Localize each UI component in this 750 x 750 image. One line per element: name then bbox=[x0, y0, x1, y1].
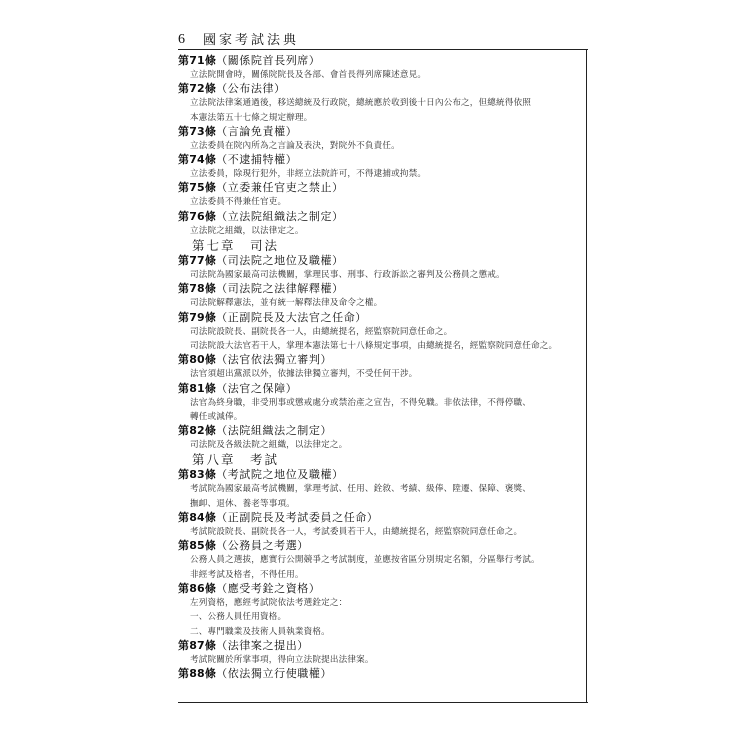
article-heading bbox=[178, 254, 583, 268]
article-text bbox=[178, 268, 583, 282]
article bbox=[178, 311, 583, 354]
article-text-line: 本憲法第五十七條之規定辦理。 bbox=[190, 112, 313, 123]
article bbox=[178, 153, 583, 181]
article bbox=[178, 82, 583, 125]
article-text-line: 公務人員之選拔，應實行公開競爭之考試制度，並應按省區分別規定名額，分區舉行考試。 bbox=[190, 555, 540, 566]
article bbox=[178, 639, 583, 667]
article bbox=[178, 511, 583, 539]
article-number: 第72條 bbox=[178, 82, 217, 96]
article-text-line: 法官須超出黨派以外，依據法律獨立審判，不受任何干涉。 bbox=[190, 369, 418, 380]
article-text-line: 轉任或減俸。 bbox=[190, 411, 243, 422]
article bbox=[178, 424, 583, 452]
article-number: 第82條 bbox=[178, 424, 217, 438]
article-heading bbox=[178, 82, 583, 96]
article bbox=[178, 54, 583, 82]
article-title: （正副院長及考試委員之任命） bbox=[216, 511, 379, 525]
article-number: 第76條 bbox=[178, 209, 217, 223]
article-title: （立法院組織法之制定） bbox=[216, 209, 344, 223]
article bbox=[178, 254, 583, 282]
chapter-heading: 第八章 考試 bbox=[192, 452, 280, 468]
article-text bbox=[178, 396, 583, 425]
article-text bbox=[178, 525, 583, 539]
article-number: 第71條 bbox=[178, 54, 217, 67]
article-title: （立委兼任官吏之禁止） bbox=[216, 181, 344, 195]
article-number: 第88條 bbox=[178, 667, 217, 681]
article-text bbox=[178, 68, 583, 82]
header-rule bbox=[178, 49, 588, 50]
article-text bbox=[178, 367, 583, 381]
article-title: （依法獨立行使職權） bbox=[216, 667, 333, 681]
article-text bbox=[178, 139, 583, 153]
article bbox=[178, 539, 583, 582]
article-heading bbox=[178, 282, 583, 296]
page-header bbox=[178, 30, 299, 48]
article bbox=[178, 210, 583, 238]
page-body bbox=[178, 54, 583, 681]
article-heading bbox=[178, 54, 583, 68]
article-heading bbox=[178, 210, 583, 224]
article-text-line: 二、專門職業及技術人員執業資格。 bbox=[190, 626, 330, 637]
article bbox=[178, 667, 583, 681]
article-number: 第73條 bbox=[178, 124, 217, 138]
article-text-line: 非經考試及格者，不得任用。 bbox=[190, 569, 304, 580]
article-number: 第74條 bbox=[178, 153, 217, 167]
article-text-line: 考試院關於所掌事項，得向立法院提出法律案。 bbox=[190, 654, 374, 665]
article-text bbox=[178, 553, 583, 582]
article-text-line: 司法院為國家最高司法機關，掌理民事、刑事、行政訴訟之審判及公務員之懲戒。 bbox=[190, 270, 505, 281]
article-number: 第83條 bbox=[178, 468, 217, 482]
article-text-line: 立法院法律案通過後，移送總統及行政院，總統應於收到後十日內公布之，但總統得依照 bbox=[190, 98, 532, 109]
article-heading bbox=[178, 125, 583, 139]
article-number: 第77條 bbox=[178, 254, 217, 268]
article-heading bbox=[178, 468, 583, 482]
article-text bbox=[178, 482, 583, 511]
right-margin-rule bbox=[586, 49, 587, 703]
article-text bbox=[178, 653, 583, 667]
article-title: （法律案之提出） bbox=[216, 638, 309, 652]
article bbox=[178, 382, 583, 425]
article-text-line: 撫卹、退休、養老等事項。 bbox=[190, 498, 295, 509]
article-text-line: 立法院之組織，以法律定之。 bbox=[190, 225, 304, 236]
article-title: （言論免責權） bbox=[216, 124, 298, 138]
article-title: （關係院首長列席） bbox=[216, 54, 321, 67]
article-title: （法官依法獨立審判） bbox=[216, 353, 333, 367]
article-heading bbox=[178, 582, 583, 596]
article bbox=[178, 582, 583, 639]
article-text bbox=[178, 96, 583, 125]
article-text-line: 立法委員不得兼任官吏。 bbox=[190, 197, 287, 208]
article-number: 第87條 bbox=[178, 638, 217, 652]
article-heading bbox=[178, 667, 583, 681]
article-title: （司法院之地位及職權） bbox=[216, 254, 344, 268]
article-number: 第86條 bbox=[178, 581, 217, 595]
article-number: 第80條 bbox=[178, 353, 217, 367]
article-heading bbox=[178, 639, 583, 653]
article-text bbox=[178, 438, 583, 452]
article-title: （法院組織法之制定） bbox=[216, 424, 333, 438]
article-text-line: 司法院設院長、副院長各一人，由總統提名，經監察院同意任命之。 bbox=[190, 326, 453, 337]
article-heading bbox=[178, 153, 583, 167]
article-heading bbox=[178, 181, 583, 195]
article-text bbox=[178, 224, 583, 238]
article-title: （正副院長及大法官之任命） bbox=[216, 310, 367, 324]
article-text-line: 考試院設院長、副院長各一人，考試委員若干人，由總統提名，經監察院同意任命之。 bbox=[190, 527, 523, 538]
article-heading bbox=[178, 539, 583, 553]
article-text-line: 司法院設大法官若干人，掌理本憲法第七十八條規定事項，由總統提名，經監察院同意任命之。 bbox=[190, 340, 558, 351]
article bbox=[178, 468, 583, 511]
article-title: （不逮捕特權） bbox=[216, 153, 298, 167]
article-text bbox=[178, 167, 583, 181]
article-text-line: 立法院開會時，關係院院長及各部、會首長得列席陳述意見。 bbox=[190, 70, 427, 80]
article-text bbox=[178, 296, 583, 310]
article-text-line: 司法院及各級法院之組織，以法律定之。 bbox=[190, 440, 348, 451]
article-heading bbox=[178, 382, 583, 396]
article-title: （法官之保障） bbox=[216, 381, 298, 395]
book-title: 國家考試法典 bbox=[203, 33, 300, 48]
article-text-line: 立法委員，除現行犯外，非經立法院許可，不得逮捕或拘禁。 bbox=[190, 169, 427, 180]
article-text-line: 司法院解釋憲法，並有統一解釋法律及命令之權。 bbox=[190, 298, 383, 309]
chapter-heading: 第七章 司法 bbox=[192, 238, 280, 254]
page-number: 6 bbox=[178, 32, 185, 47]
article-number: 第85條 bbox=[178, 539, 217, 553]
article-title: （公布法律） bbox=[216, 82, 286, 96]
article-heading bbox=[178, 353, 583, 367]
article-number: 第75條 bbox=[178, 181, 217, 195]
article-text bbox=[178, 195, 583, 209]
article-title: （考試院之地位及職權） bbox=[216, 468, 344, 482]
article bbox=[178, 125, 583, 153]
article-heading bbox=[178, 424, 583, 438]
article-heading bbox=[178, 311, 583, 325]
footer-rule bbox=[178, 702, 588, 703]
article-number: 第78條 bbox=[178, 282, 217, 296]
article-text-line: 考試院為國家最高考試機關，掌理考試、任用、銓敘、考績、級俸、陞遷、保障、褒獎、 bbox=[190, 484, 532, 495]
article bbox=[178, 181, 583, 209]
article-text bbox=[178, 596, 583, 639]
article-title: （應受考銓之資格） bbox=[216, 581, 321, 595]
article-text-line: 一、公務人員任用資格。 bbox=[190, 612, 287, 623]
article-number: 第79條 bbox=[178, 310, 217, 324]
article-title: （司法院之法律解釋權） bbox=[216, 282, 344, 296]
article-number: 第81條 bbox=[178, 381, 217, 395]
article-text-line: 立法委員在院內所為之言論及表決，對院外不負責任。 bbox=[190, 140, 400, 151]
article-text bbox=[178, 325, 583, 354]
article-text-line: 法官為終身職，非受刑事或懲戒處分或禁治產之宣告，不得免職。非依法律，不得停職、 bbox=[190, 397, 532, 408]
article bbox=[178, 282, 583, 310]
article-title: （公務員之考選） bbox=[216, 539, 309, 553]
article-heading bbox=[178, 511, 583, 525]
article-number: 第84條 bbox=[178, 511, 217, 525]
article-text-line: 左列資格，應經考試院依法考選銓定之： bbox=[190, 597, 348, 608]
article bbox=[178, 353, 583, 381]
